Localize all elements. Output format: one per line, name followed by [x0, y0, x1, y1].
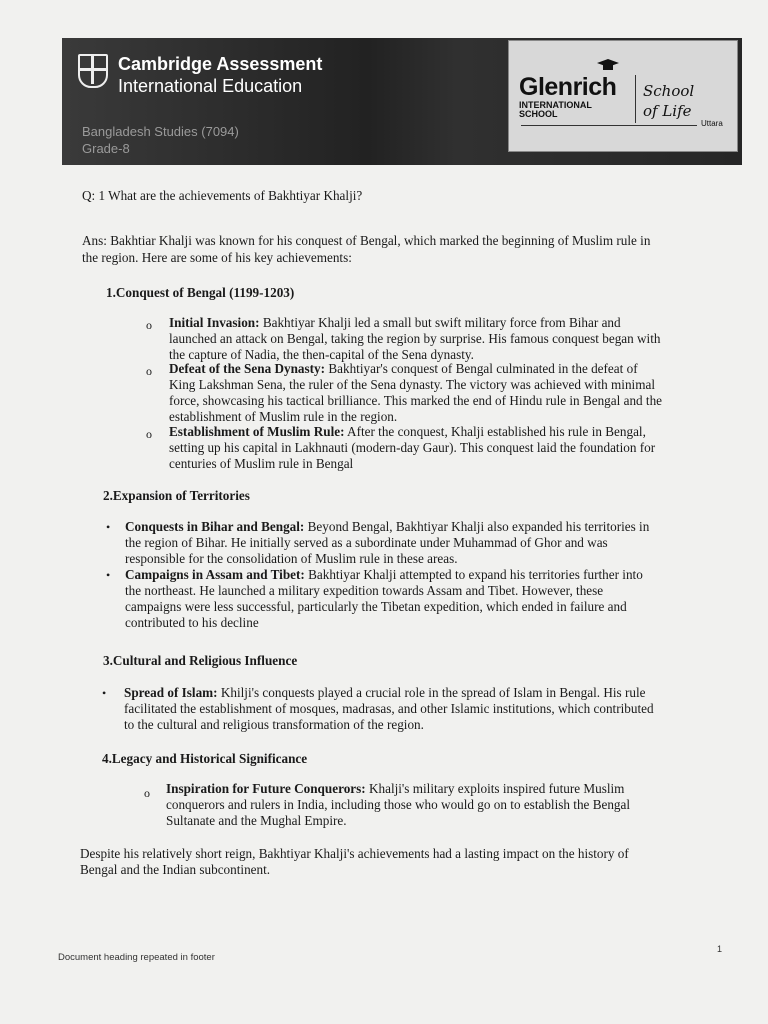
list-item-line: responsible for the consolidation of Muslim rule in these areas.: [125, 551, 458, 566]
hollow-bullet-icon: o: [146, 318, 152, 332]
item-title: Spread of Islam:: [124, 685, 218, 700]
graduation-cap-icon: [597, 59, 619, 71]
item-text: Beyond Bengal, Bakhtiyar Khalji also expanded his territories in: [304, 519, 650, 534]
item-title: Inspiration for Future Conquerors:: [166, 781, 366, 796]
section-heading-legacy: 4.Legacy and Historical Significance: [102, 751, 308, 766]
page-number: 1: [717, 944, 723, 954]
question-text: Q: 1 What are the achievements of Bakhtiyar Khalji?: [82, 188, 363, 203]
list-item-line: campaigns were less successful, particularly the Tibetan expedition, which ended in failure and: [125, 599, 627, 614]
item-title: Establishment of Muslim Rule:: [169, 424, 345, 439]
org-name-line2: International Education: [118, 76, 303, 96]
school-subtitle: [519, 101, 592, 119]
list-item-line: [169, 424, 646, 440]
tagline-line1: School: [643, 82, 695, 100]
list-item-line: the region of Bihar. He initially served as a subordinate under Muhammad of Ghor and was: [125, 535, 608, 550]
item-text: Bakhtiyar's conquest of Bengal culminated in the defeat of: [325, 361, 638, 376]
list-item-line: contributed to his decline: [125, 615, 259, 630]
item-title: Conquests in Bihar and Bengal:: [125, 519, 305, 534]
branch-label: Uttara: [701, 119, 723, 128]
item-title: Initial Invasion:: [169, 315, 260, 330]
tagline-line2: of Life: [643, 102, 692, 120]
list-item-line: [124, 685, 645, 701]
solid-bullet-icon: •: [106, 520, 111, 534]
section-heading-cultural: 3.Cultural and Religious Influence: [103, 653, 298, 668]
item-text: Khilji's conquests played a crucial role in the spread of Islam in Bengal. His rule: [217, 685, 646, 700]
logo-underline: [521, 125, 697, 126]
hollow-bullet-icon: o: [146, 364, 152, 378]
item-title: Defeat of the Sena Dynasty:: [169, 361, 326, 376]
list-item-line: the northeast. He launched a military expedition towards Assam and Tibet. However, these: [125, 583, 604, 598]
list-item-line: establishment of Muslim rule in the region.: [169, 409, 398, 424]
conclusion-line1: Despite his relatively short reign, Bakhtiyar Khalji's achievements had a lasting impact on the history of: [80, 846, 629, 861]
hollow-bullet-icon: o: [144, 786, 150, 800]
list-item-line: conquerors and rulers in India, including those who would go on to establish the Bengal: [166, 797, 631, 812]
item-text: Bakhtiyar Khalji attempted to expand his territories further into: [304, 567, 643, 582]
answer-intro-line2: the region. Here are some of his key achievements:: [82, 250, 352, 265]
item-title: Campaigns in Assam and Tibet:: [125, 567, 305, 582]
cambridge-crest-icon: [78, 54, 108, 88]
answer-intro-line1: Ans: Bakhtiar Khalji was known for his conquest of Bengal, which marked the beginning of Muslim rule in: [82, 233, 651, 248]
list-item-line: [166, 781, 624, 797]
subject-label: Bangladesh Studies (7094): [82, 124, 239, 139]
item-text: Bakhtiyar Khalji led a small but swift military force from Bihar and: [259, 315, 621, 330]
school-sub-line1: INTERNATIONAL: [519, 100, 592, 110]
grade-label: Grade-8: [82, 141, 130, 156]
logo-divider: [635, 75, 636, 123]
list-item-line: King Lakshman Sena, the ruler of the Sena dynasty. The victory was achieved with minimal: [169, 377, 655, 392]
list-item-line: [169, 315, 621, 331]
list-item-line: the capture of Nadia, the then-capital of the Sena dynasty.: [169, 347, 474, 362]
list-item-line: launched an attack on Bengal, taking the region by surprise. His famous conquest began with: [169, 331, 661, 346]
list-item-line: facilitated the establishment of mosques, madrasas, and other Islamic institutions, which contributed: [124, 701, 654, 716]
item-text: Khalji's military exploits inspired future Muslim: [365, 781, 625, 796]
school-name: Glenrich: [519, 73, 617, 101]
list-item-line: [169, 361, 638, 377]
list-item-line: [125, 519, 649, 535]
list-item-line: setting up his capital in Lakhnauti (modern-day Gaur). This conquest laid the foundation for: [169, 440, 656, 455]
hollow-bullet-icon: o: [146, 427, 152, 441]
solid-bullet-icon: •: [102, 686, 107, 700]
section-heading-conquest: 1.Conquest of Bengal (1199-1203): [106, 285, 295, 300]
list-item-line: to the cultural and religious transformation of the region.: [124, 717, 424, 732]
school-logo: [508, 40, 738, 152]
school-sub-line2: SCHOOL: [519, 109, 558, 119]
solid-bullet-icon: •: [106, 568, 111, 582]
list-item-line: [125, 567, 643, 583]
list-item-line: centuries of Muslim rule in Bengal: [169, 456, 354, 471]
footer-text: Document heading repeated in footer: [58, 952, 215, 963]
conclusion-line2: Bengal and the Indian subcontinent.: [80, 862, 271, 877]
list-item-line: Sultanate and the Mughal Empire.: [166, 813, 347, 828]
section-heading-expansion: 2.Expansion of Territories: [103, 488, 250, 503]
org-name-line1: Cambridge Assessment: [118, 54, 323, 74]
list-item-line: force, showcasing his tactical brilliance. This marked the end of Hindu rule in Bengal and the: [169, 393, 663, 408]
school-tagline: [643, 81, 694, 121]
item-text: After the conquest, Khalji established his rule in Bengal,: [344, 424, 646, 439]
header-banner: [62, 38, 742, 165]
